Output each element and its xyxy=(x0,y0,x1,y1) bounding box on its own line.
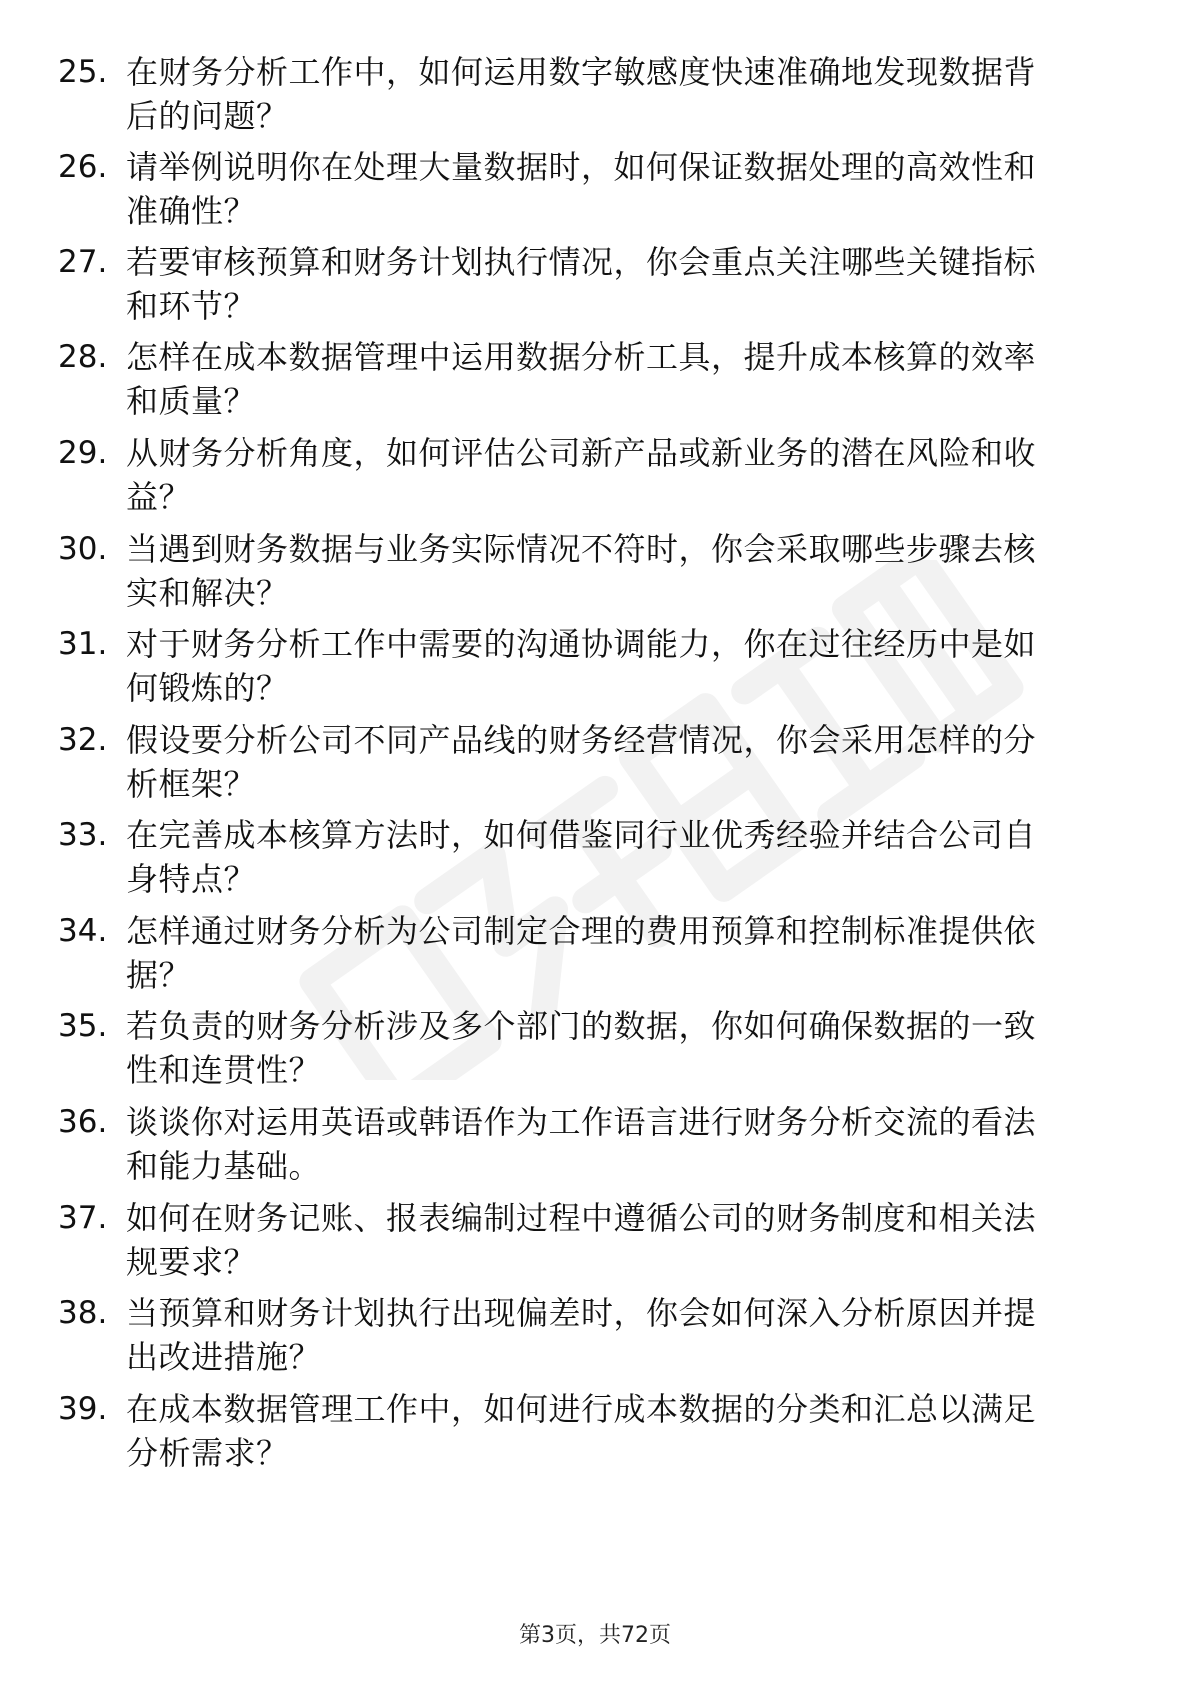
question-number: 37. xyxy=(58,1200,108,1236)
page-footer xyxy=(0,1621,1190,1651)
question-text-line: 当遇到财务数据与业务实际情况不符时，你会采取哪些步骤去核 xyxy=(126,530,1037,568)
question-text xyxy=(126,335,1176,423)
question-text-line: 当预算和财务计划执行出现偏差时，你会如何深入分析原因并提 xyxy=(126,1294,1037,1332)
question-text-line: 身特点？ xyxy=(126,860,257,898)
question-text-line: 在财务分析工作中，如何运用数字敏感度快速准确地发现数据背 xyxy=(126,53,1037,91)
question-text-line: 和能力基础。 xyxy=(126,1147,322,1185)
question-item xyxy=(58,909,1118,1005)
question-item xyxy=(58,1196,1118,1292)
question-text-line: 如何在财务记账、报表编制过程中遵循公司的财务制度和相关法 xyxy=(126,1199,1037,1237)
question-text xyxy=(126,1004,1176,1092)
question-text xyxy=(126,431,1176,519)
question-number: 36. xyxy=(58,1104,108,1140)
question-item xyxy=(58,240,1118,336)
question-number: 35. xyxy=(58,1008,108,1044)
question-text-line: 在成本数据管理工作中，如何进行成本数据的分类和汇总以满足 xyxy=(126,1390,1037,1428)
question-text xyxy=(126,1196,1176,1284)
question-text xyxy=(126,145,1176,233)
question-text-line: 实和解决？ xyxy=(126,574,289,612)
question-item xyxy=(58,527,1118,623)
question-number: 27. xyxy=(58,244,108,280)
question-item xyxy=(58,145,1118,241)
question-number: 26. xyxy=(58,149,108,185)
question-text xyxy=(126,909,1176,997)
question-text xyxy=(126,240,1176,328)
question-item xyxy=(58,335,1118,431)
question-item xyxy=(58,431,1118,527)
question-text xyxy=(126,1291,1176,1379)
question-number: 33. xyxy=(58,817,108,853)
question-text-line: 和质量？ xyxy=(126,382,257,420)
question-text-line: 怎样通过财务分析为公司制定合理的费用预算和控制标准提供依 xyxy=(126,912,1037,950)
question-text xyxy=(126,50,1176,138)
question-text-line: 假设要分析公司不同产品线的财务经营情况，你会采用怎样的分 xyxy=(126,721,1037,759)
question-number: 34. xyxy=(58,913,108,949)
question-text-line: 性和连贯性？ xyxy=(126,1051,322,1089)
question-text-line: 益？ xyxy=(126,478,192,516)
question-number: 30. xyxy=(58,531,108,567)
question-number: 38. xyxy=(58,1295,108,1331)
question-text-line: 对于财务分析工作中需要的沟通协调能力，你在过往经历中是如 xyxy=(126,625,1037,663)
question-text-line: 析框架？ xyxy=(126,765,257,803)
question-text-line: 请举例说明你在处理大量数据时，如何保证数据处理的高效性和 xyxy=(126,148,1037,186)
question-item xyxy=(58,1004,1118,1100)
question-text-line: 从财务分析角度，如何评估公司新产品或新业务的潜在风险和收 xyxy=(126,434,1037,472)
question-text-line: 规要求？ xyxy=(126,1243,257,1281)
page-number-label: 第3页，共72页 xyxy=(519,1623,671,1648)
question-item xyxy=(58,718,1118,814)
question-number: 28. xyxy=(58,339,108,375)
question-text-line: 何锻炼的？ xyxy=(126,669,289,707)
question-item xyxy=(58,50,1118,146)
question-text xyxy=(126,813,1176,901)
question-number: 39. xyxy=(58,1391,108,1427)
question-text-line: 分析需求？ xyxy=(126,1434,289,1472)
question-number: 32. xyxy=(58,722,108,758)
question-number: 25. xyxy=(58,54,108,90)
question-text-line: 在完善成本核算方法时，如何借鉴同行业优秀经验并结合公司自 xyxy=(126,816,1037,854)
question-text-line: 准确性？ xyxy=(126,192,257,230)
question-text-line: 出改进措施？ xyxy=(126,1338,322,1376)
question-number: 31. xyxy=(58,626,108,662)
question-text-line: 怎样在成本数据管理中运用数据分析工具，提升成本核算的效率 xyxy=(126,338,1037,376)
question-text-line: 谈谈你对运用英语或韩语作为工作语言进行财务分析交流的看法 xyxy=(126,1103,1037,1141)
question-item xyxy=(58,1291,1118,1387)
question-item xyxy=(58,622,1118,718)
question-text-line: 后的问题？ xyxy=(126,97,289,135)
question-text-line: 若要审核预算和财务计划执行情况，你会重点关注哪些关键指标 xyxy=(126,243,1037,281)
question-item xyxy=(58,1387,1118,1483)
question-text xyxy=(126,1100,1176,1188)
question-text xyxy=(126,622,1176,710)
question-item xyxy=(58,1100,1118,1196)
question-text xyxy=(126,527,1176,615)
question-text-line: 和环节？ xyxy=(126,287,257,325)
question-text-line: 若负责的财务分析涉及多个部门的数据，你如何确保数据的一致 xyxy=(126,1007,1037,1045)
question-text-line: 据？ xyxy=(126,956,192,994)
question-item xyxy=(58,813,1118,909)
question-text xyxy=(126,718,1176,806)
question-text xyxy=(126,1387,1176,1475)
question-number: 29. xyxy=(58,435,108,471)
